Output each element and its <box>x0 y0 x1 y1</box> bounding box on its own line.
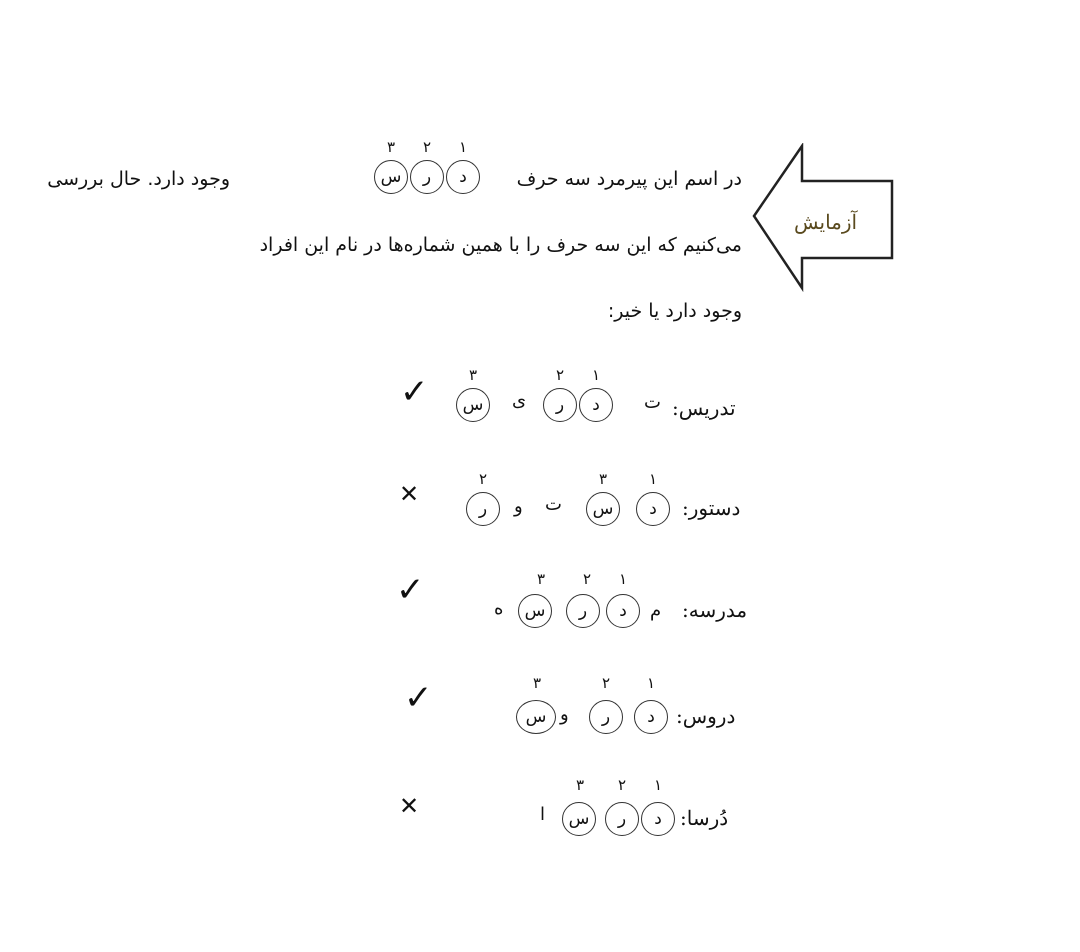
letter-number: ۱ <box>646 674 656 692</box>
letter-number: ۱ <box>653 776 663 794</box>
check-icon: ✓ <box>400 372 429 412</box>
intro-number-2: ۲ <box>422 138 432 156</box>
letter-number: ۳ <box>536 570 546 588</box>
letter-number: ۲ <box>617 776 627 794</box>
plain-letter: و <box>514 496 523 517</box>
letter-circle: ر <box>566 594 600 628</box>
word-row <box>0 776 1080 846</box>
plain-letter: ه <box>494 598 504 619</box>
word-label: دروس: <box>676 704 736 728</box>
letter-number: ۲ <box>601 674 611 692</box>
intro-letter-circle-1: د <box>446 160 480 194</box>
intro-line1-end: وجود دارد. حال بررسی <box>47 168 230 190</box>
letter-number: ۱ <box>618 570 628 588</box>
word-row <box>0 570 1080 640</box>
letter-number: ۳ <box>598 470 608 488</box>
letter-number: ۳ <box>468 366 478 384</box>
letter-circle: د <box>579 388 613 422</box>
word-label: مدرسه: <box>682 598 748 622</box>
letter-circle: ر <box>589 700 623 734</box>
intro-number-1: ۱ <box>458 138 468 156</box>
letter-number: ۱ <box>648 470 658 488</box>
plain-letter: ا <box>540 804 546 825</box>
intro-letter-circle-2: ر <box>410 160 444 194</box>
intro-line3: وجود دارد یا خیر: <box>607 300 742 322</box>
letter-circle: ر <box>543 388 577 422</box>
word-label: دستور: <box>682 496 741 520</box>
letter-circle: س <box>562 802 596 836</box>
letter-circle: د <box>641 802 675 836</box>
callout-label: آزمایش <box>794 210 858 234</box>
word-row <box>0 674 1080 744</box>
intro-line1-start: در اسم این پیرمرد سه حرف <box>516 168 742 190</box>
letter-number: ۳ <box>532 674 542 692</box>
plain-letter: ی <box>512 390 527 411</box>
intro-line2: می‌کنیم که این سه حرف را با همین شماره‌ها در نام این افراد <box>259 234 742 256</box>
word-row <box>0 360 1080 430</box>
check-icon: ✓ <box>404 678 433 718</box>
cross-icon: ✕ <box>399 480 420 508</box>
word-label: دُرسا: <box>680 806 729 830</box>
letter-number: ۲ <box>478 470 488 488</box>
letter-number: ۲ <box>555 366 565 384</box>
letter-circle: ر <box>605 802 639 836</box>
intro-letter-circle-3: س <box>374 160 408 194</box>
intro-paragraph <box>0 0 1080 330</box>
letter-number: ۲ <box>582 570 592 588</box>
letter-circle: ر <box>466 492 500 526</box>
letter-circle: س <box>516 700 556 734</box>
plain-letter: ت <box>545 494 562 515</box>
letter-circle: س <box>586 492 620 526</box>
plain-letter: و <box>560 704 569 725</box>
letter-circle: د <box>636 492 670 526</box>
plain-letter: ت <box>644 392 661 413</box>
cross-icon: ✕ <box>399 792 420 820</box>
letter-circle: د <box>634 700 668 734</box>
check-icon: ✓ <box>396 570 425 610</box>
letter-number: ۳ <box>575 776 585 794</box>
letter-circle: س <box>456 388 490 422</box>
word-label: تدریس: <box>672 396 736 420</box>
letter-circle: س <box>518 594 552 628</box>
letter-circle: د <box>606 594 640 628</box>
plain-letter: م <box>650 600 662 621</box>
letter-number: ۱ <box>591 366 601 384</box>
word-row <box>0 468 1080 538</box>
intro-number-3: ۳ <box>386 138 396 156</box>
